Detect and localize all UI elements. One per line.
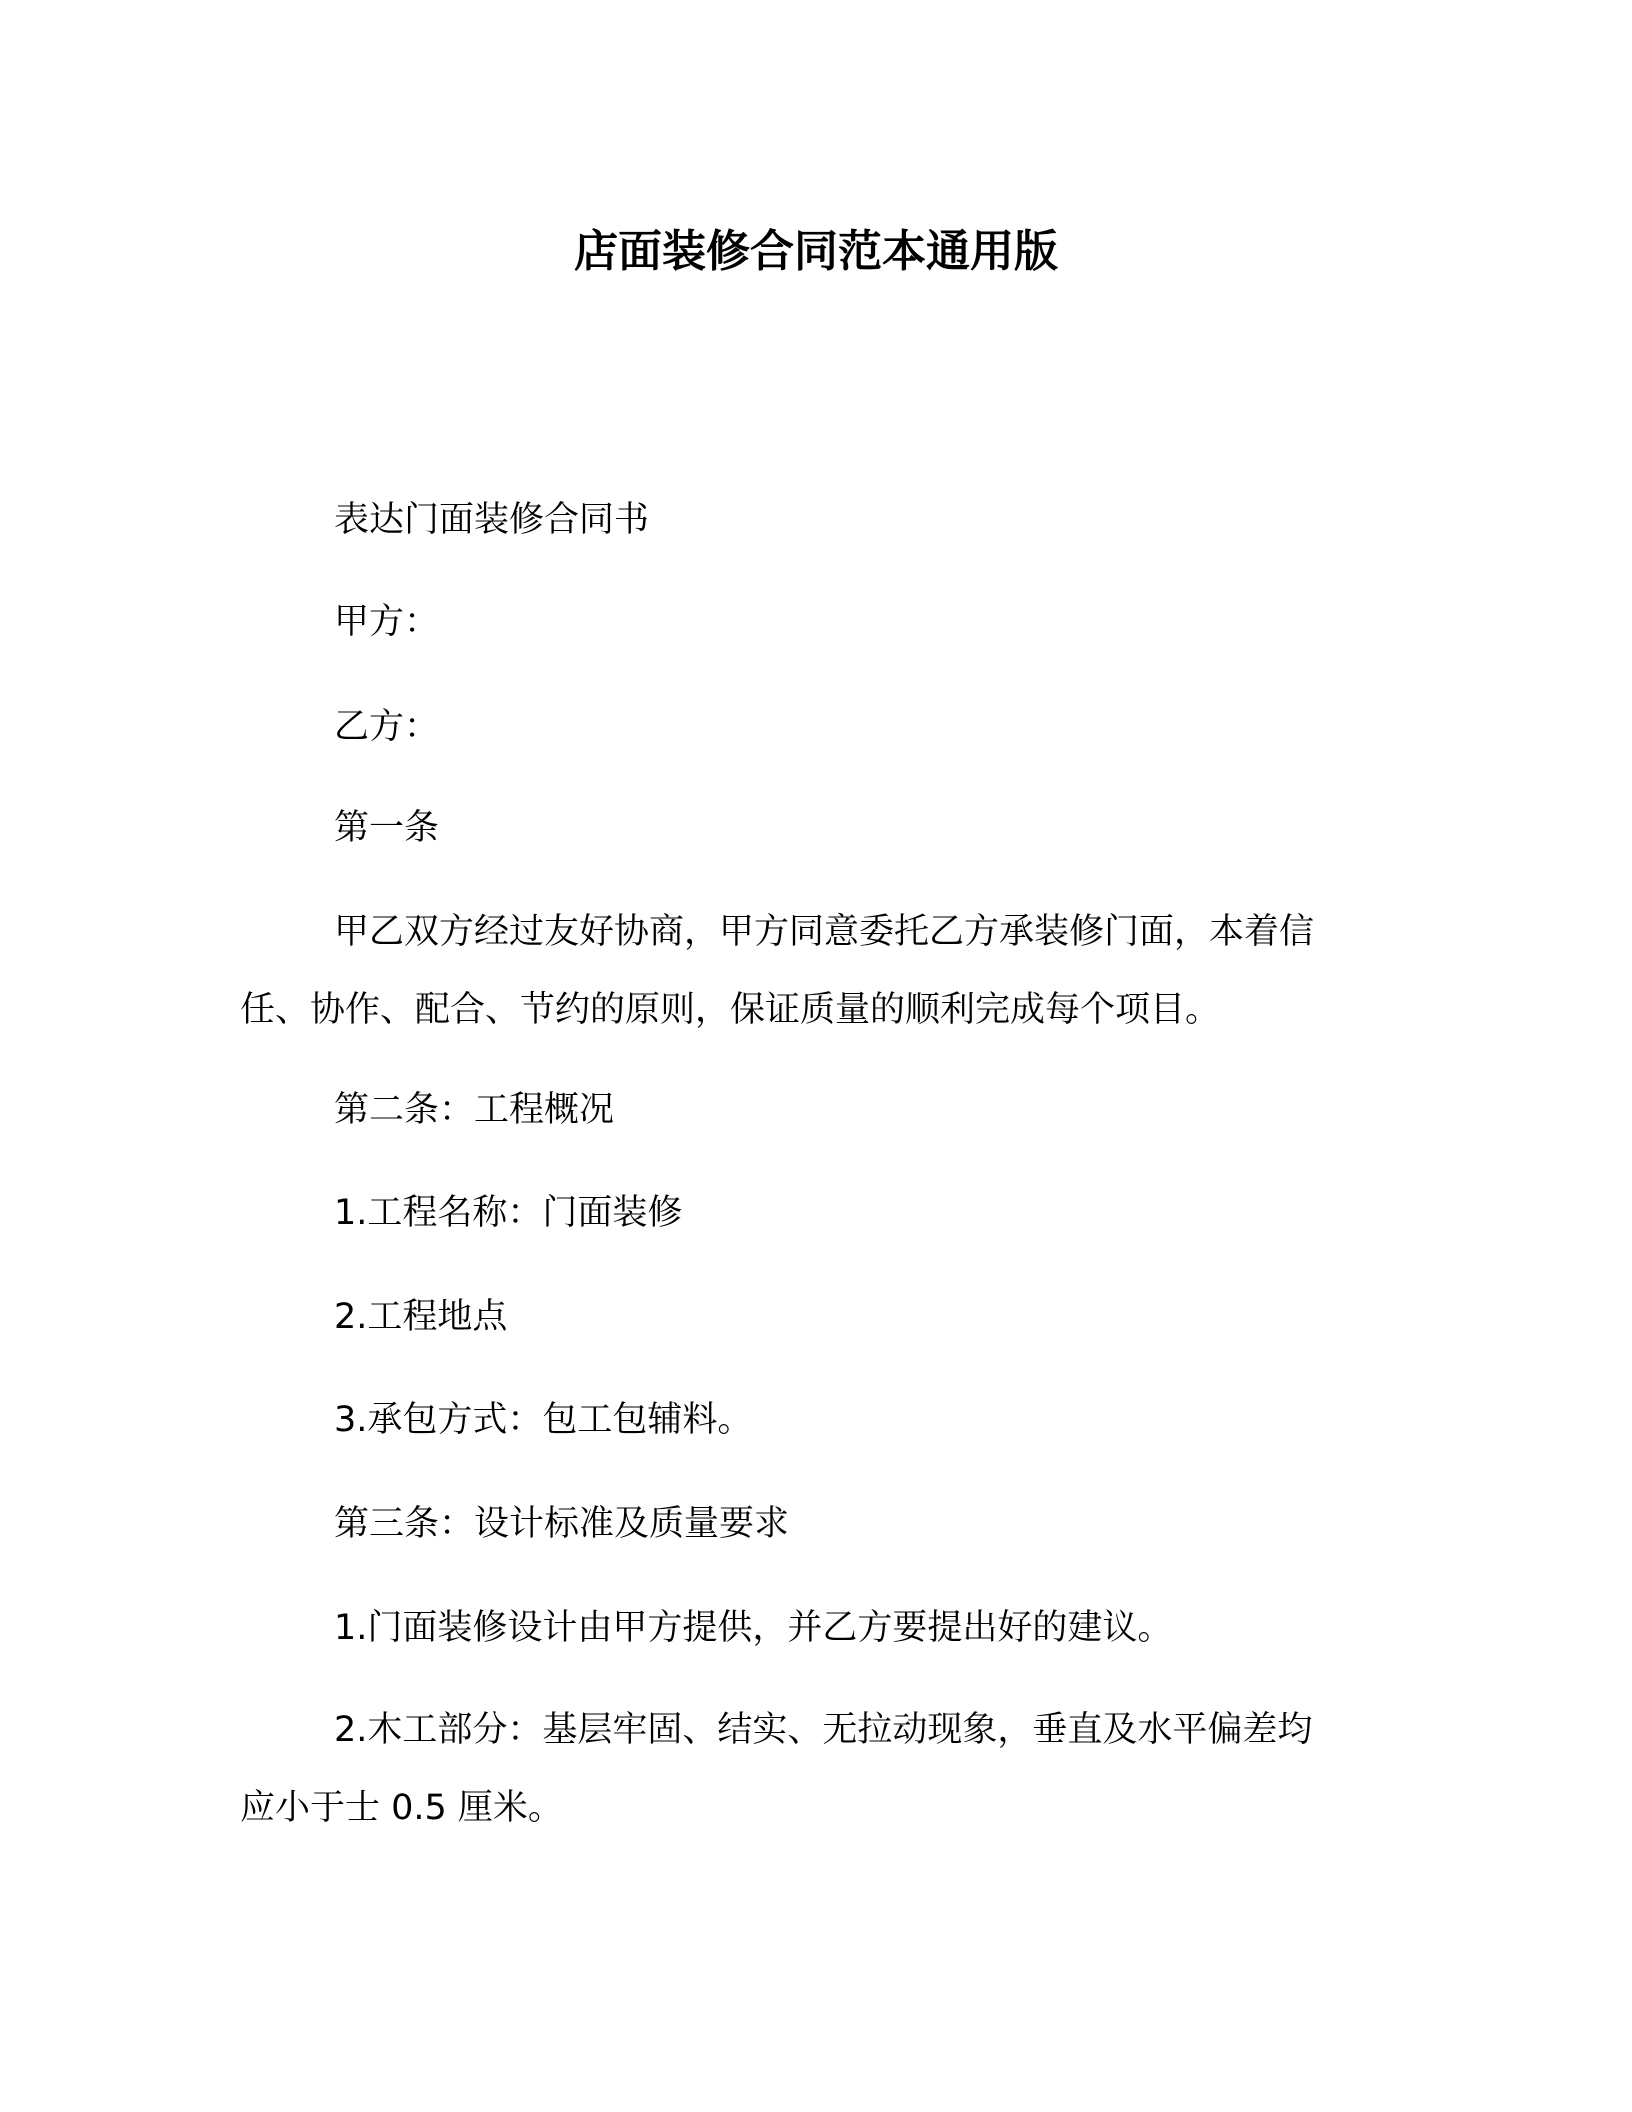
article-2-item-2: 2.工程地点: [334, 1297, 508, 1337]
party-a-line: 甲方：: [334, 602, 440, 642]
article-2-heading: 第二条：工程概况: [334, 1090, 615, 1130]
contract-heading: 表达门面装修合同书: [334, 500, 650, 540]
article-3-item-2-line-1: 2.木工部分：基层牢固、结实、无拉动现象，垂直及水平偏差均: [334, 1710, 1313, 1750]
article-2-item-3: 3.承包方式：包工包辅料。: [334, 1400, 753, 1440]
article-1-body: [240, 893, 1390, 1049]
article-1-body-line-2: 任、协作、配合、节约的原则，保证质量的顺利完成每个项目。: [240, 990, 1221, 1030]
article-2-item-1: 1.工程名称：门面装修: [334, 1193, 683, 1233]
article-3-heading: 第三条：设计标准及质量要求: [334, 1504, 790, 1544]
article-3-item-2-line-2: 应小于士 0.5 厘米。: [240, 1788, 563, 1828]
article-3-item-1: 1.门面装修设计由甲方提供，并乙方要提出好的建议。: [334, 1608, 1173, 1648]
document-title: 店面装修合同范本通用版: [574, 226, 1058, 277]
article-3-item-2: [240, 1691, 1390, 1847]
party-b-line: 乙方：: [334, 707, 440, 747]
article-1-body-line-1: 甲乙双方经过友好协商，甲方同意委托乙方承装修门面，本着信: [334, 912, 1315, 952]
article-1-heading: 第一条: [334, 808, 440, 848]
